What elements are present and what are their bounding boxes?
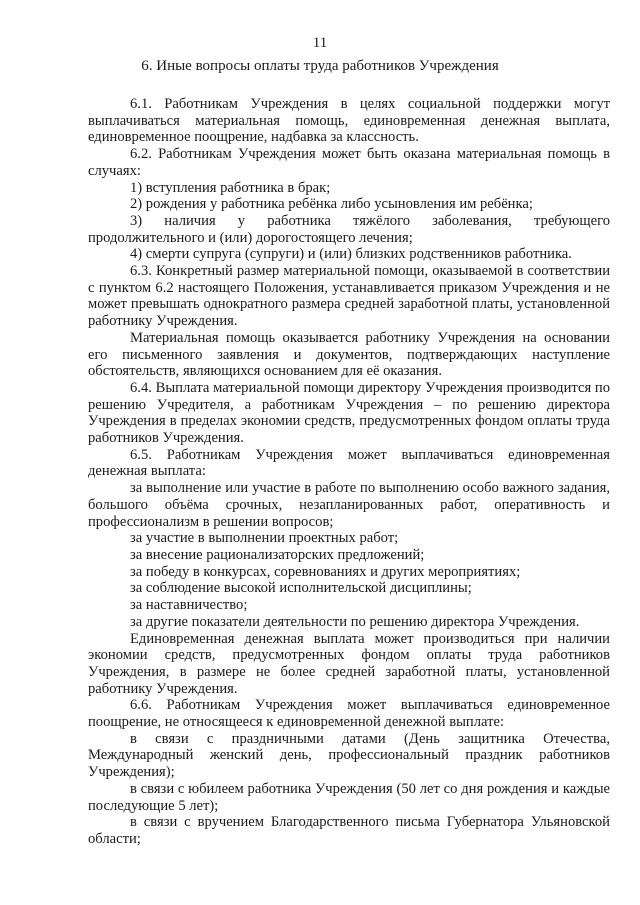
bonus-reason-2: в связи с юбилеем работника Учреждения (50 лет со дня рождения и каждые последующие 5 лет);	[88, 780, 610, 814]
section-heading: 6. Иные вопросы оплаты труда работников Учреждения	[141, 58, 499, 74]
paragraph-6-5: 6.5. Работникам Учреждения может выплачиваться единовременная денежная выплата:	[88, 446, 610, 480]
list-item-2: 2) рождения у работника ребёнка либо усыновления им ребёнка;	[130, 196, 533, 213]
list-item-1: 1) вступления работника в брак;	[130, 179, 331, 196]
payment-reason-5: за соблюдение высокой исполнительской дисциплины;	[130, 580, 472, 597]
paragraph-one-time-payment: Единовременная денежная выплата может производиться при наличии экономии средств, предусмотренных фондом оплаты труда работников Учреждения, в размере не более средней заработной платы, установленной работнику Учреждения.	[88, 630, 610, 697]
document-body	[88, 96, 610, 848]
payment-reason-2: за участие в выполнении проектных работ;	[130, 530, 399, 547]
paragraph-6-1: 6.1. Работникам Учреждения в целях социальной поддержки могут выплачиваться материальная помощь, единовременная денежная выплата, единовременное поощрение, надбавка за классность.	[88, 96, 610, 146]
payment-reason-4: за победу в конкурсах, соревнованиях и других мероприятиях;	[130, 563, 521, 580]
paragraph-6-4: 6.4. Выплата материальной помощи директору Учреждения производится по решению Учредителя, а работникам Учреждения – по решению директора Учреждения в пределах экономии средств, предусмотренных фондом оплаты труда работников Учреждения.	[88, 379, 610, 447]
list-item-4: 4) смерти супруга (супруги) и (или) близких родственников работника.	[130, 246, 572, 263]
paragraph-6-3: 6.3. Конкретный размер материальной помощи, оказываемой в соответствии с пунктом 6.2 настоящего Положения, устанавливается приказом Учреждения и не может превышать однократного размера средней заработной платы, установленной работнику Учреждения.	[88, 263, 610, 330]
payment-reason-1: за выполнение или участие в работе по выполнению особо важного задания, большого объёма срочных, незапланированных работ, оперативность и профессионализм в решении вопросов;	[88, 480, 610, 530]
paragraph-6-6: 6.6. Работникам Учреждения может выплачиваться единовременное поощрение, не относящееся к единовременной денежной выплате:	[88, 697, 610, 731]
payment-reason-3: за внесение рационализаторских предложений;	[130, 546, 425, 563]
payment-reason-7: за другие показатели деятельности по решению директора Учреждения.	[130, 613, 580, 630]
list-item-3: 3) наличия у работника тяжёлого заболевания, требующего продолжительного и (или) дорогостоящего лечения;	[88, 212, 610, 246]
bonus-reason-3: в связи с вручением Благодарственного письма Губернатора Ульяновской области;	[88, 814, 610, 847]
page-number: 11	[312, 35, 328, 51]
paragraph-6-2: 6.2. Работникам Учреждения может быть оказана материальная помощь в случаях:	[88, 146, 610, 179]
bonus-reason-1: в связи с праздничными датами (День защитника Отечества, Международный женский день, профессиональный праздник работников Учреждения);	[88, 730, 610, 781]
paragraph-material-aid: Материальная помощь оказывается работнику Учреждения на основании его письменного заявления и документов, подтверждающих наступление обстоятельств, являющихся основанием для её оказания.	[88, 329, 610, 380]
payment-reason-6: за наставничество;	[130, 597, 248, 614]
